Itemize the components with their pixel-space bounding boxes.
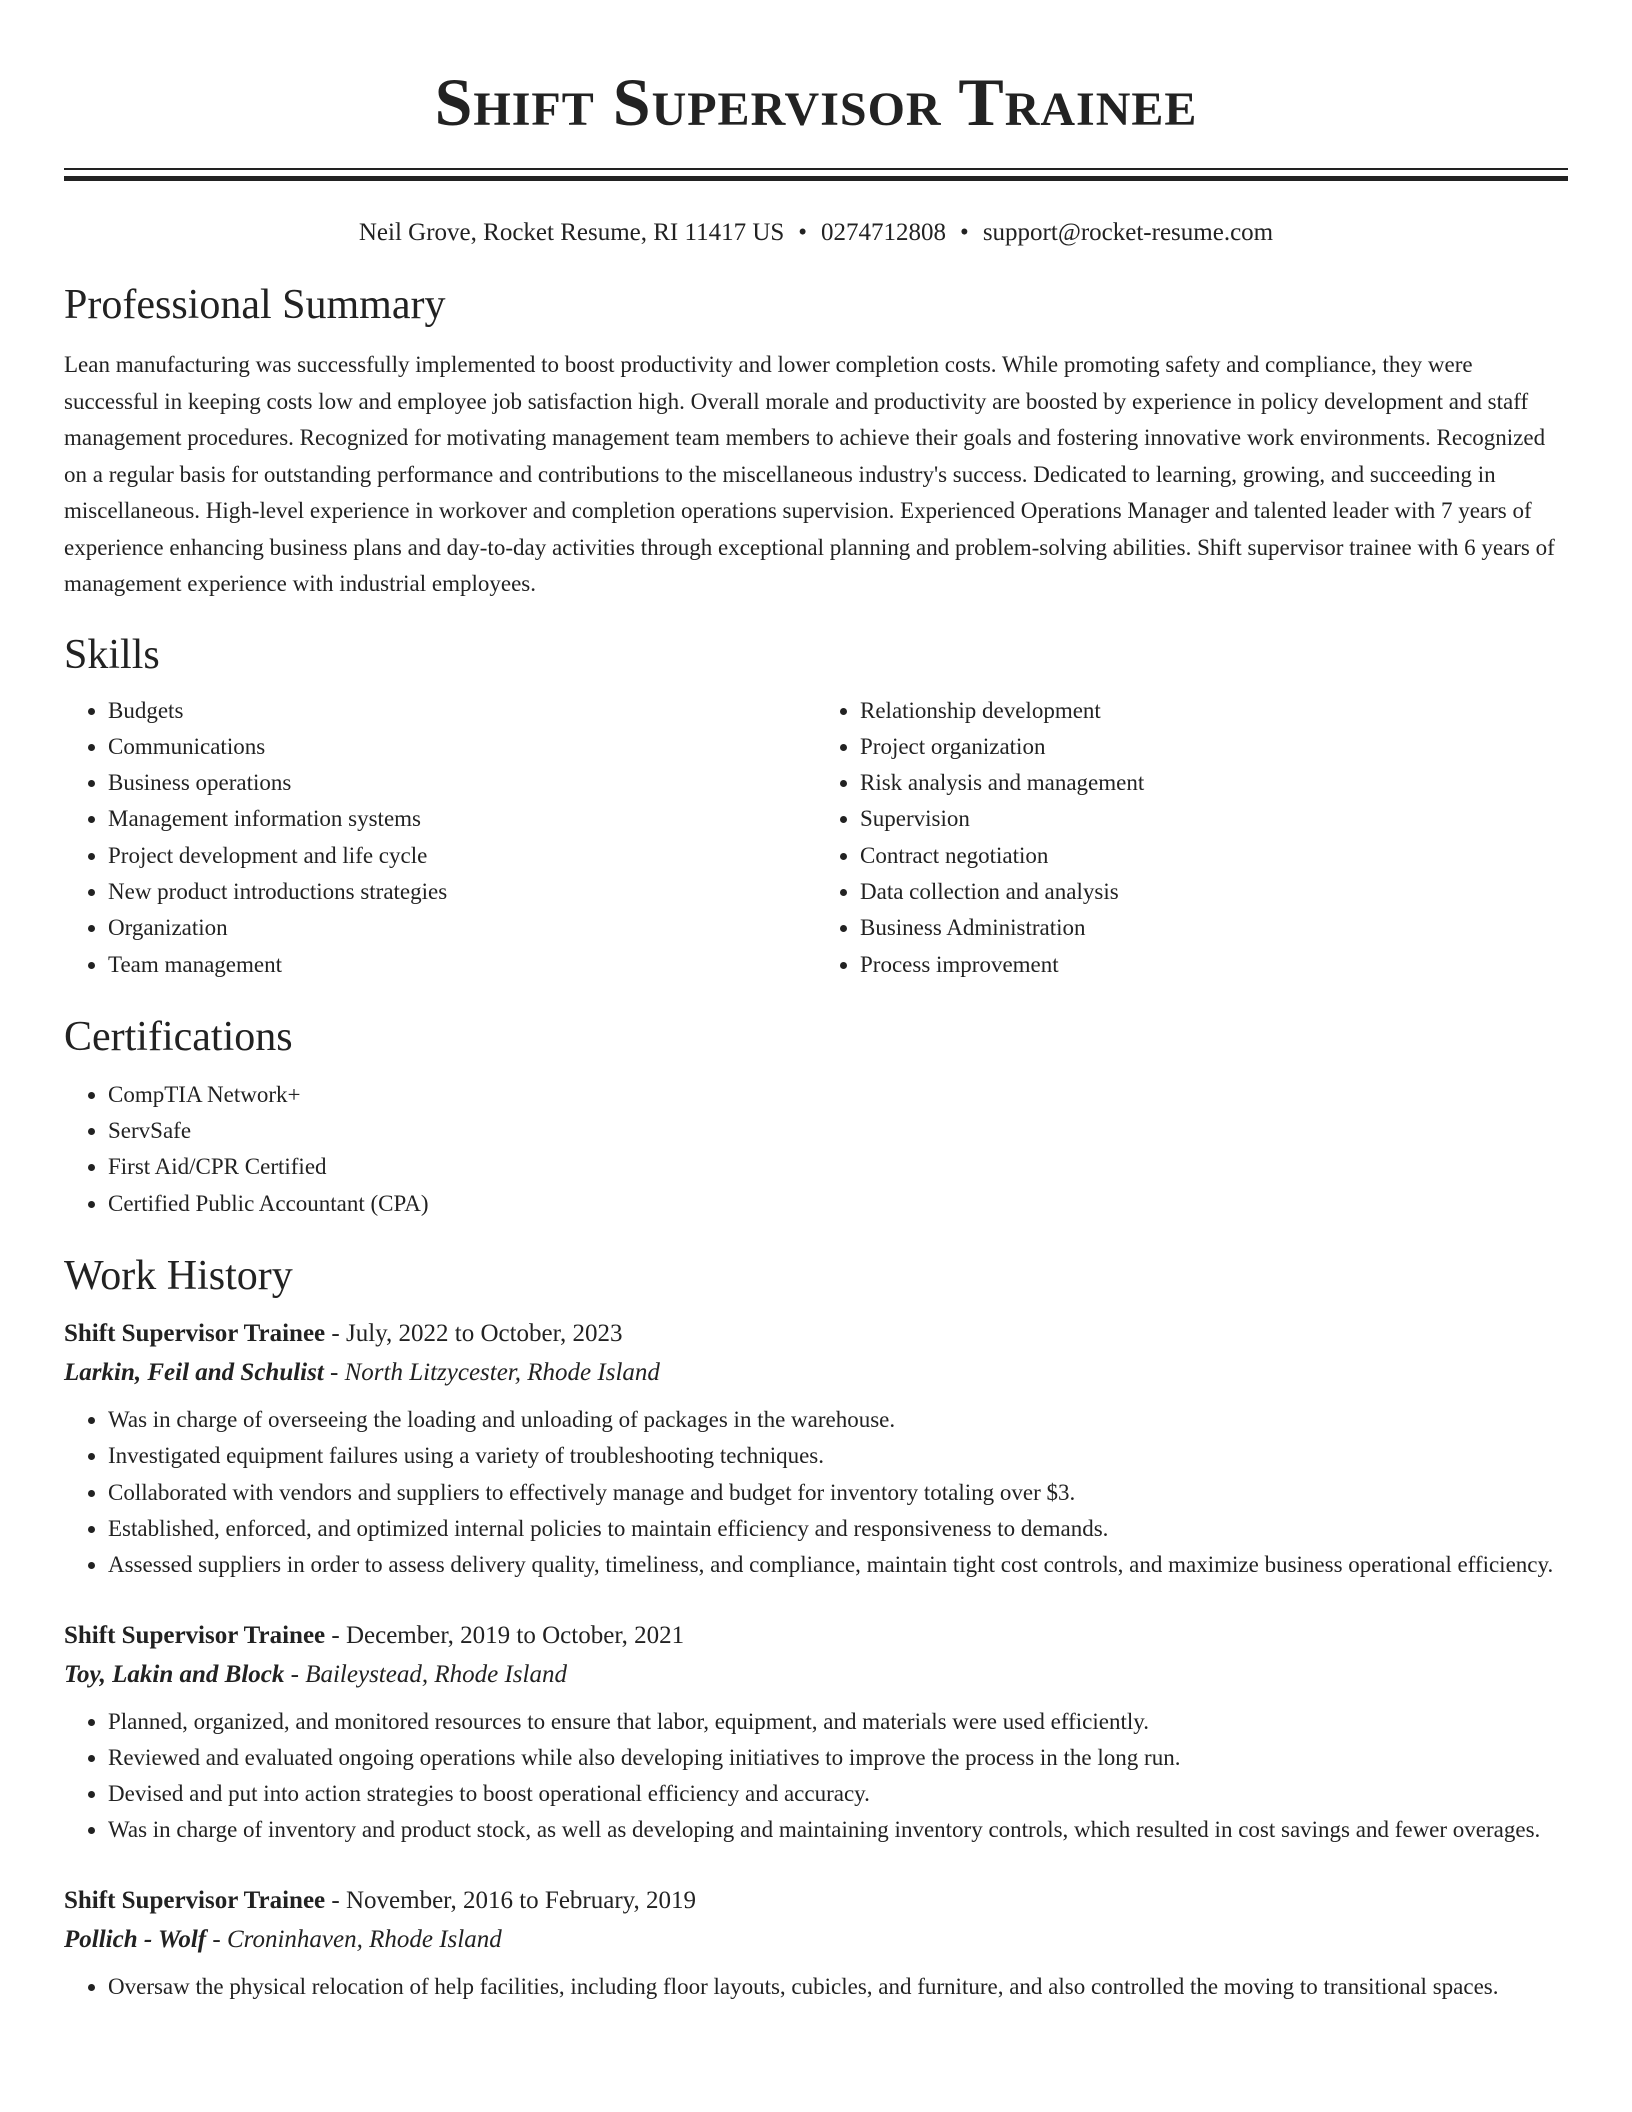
job-duty: • Was in charge of inventory and product stock, as well as developing and maintaining inventory controls, which resulted in cost savings and fewer overages. — [108, 1812, 1568, 1848]
certification-item: • First Aid/CPR Certified — [108, 1149, 1568, 1185]
skill-item: • Project development and life cycle — [108, 838, 816, 874]
contact-email: support@rocket-resume.com — [982, 219, 1274, 246]
skill-item: • Management information systems — [108, 801, 816, 837]
job-dates: December, 2019 to October, 2021 — [345, 1621, 685, 1649]
skill-item: • Team management — [108, 947, 816, 983]
job-separator: - — [325, 1320, 346, 1348]
job-company-line — [64, 1655, 1568, 1694]
job-separator: - — [325, 1621, 346, 1649]
skill-item: • Communications — [108, 729, 816, 765]
job-duty: • Planned, organized, and monitored resources to ensure that labor, equipment, and materials were used efficiently. — [108, 1704, 1568, 1740]
job-duty: • Investigated equipment failures using a variety of troubleshooting techniques. — [108, 1438, 1568, 1474]
job-duty: • Collaborated with vendors and suppliers to effectively manage and budget for inventory totaling over $3. — [108, 1475, 1568, 1511]
job-separator: - — [325, 1886, 346, 1914]
job-company-line — [64, 1353, 1568, 1392]
job-company-line — [64, 1920, 1568, 1959]
job-title: Shift Supervisor Trainee — [64, 1886, 326, 1914]
skill-item: • Risk analysis and management — [860, 765, 1568, 801]
skill-item: • Contract negotiation — [860, 838, 1568, 874]
job-duties-list — [64, 1704, 1568, 1849]
job-location: Baileystead, Rhode Island — [305, 1660, 567, 1688]
job-title-line — [64, 1881, 1568, 1920]
certification-item: • Certified Public Accountant (CPA) — [108, 1186, 1568, 1222]
certifications-list — [64, 1077, 1568, 1222]
job-duties-list — [64, 1969, 1568, 2005]
job-duty: • Oversaw the physical relocation of help facilities, including floor layouts, cubicles, and furniture, and also controlled the moving to transitional spaces. — [108, 1969, 1568, 2005]
job-duty: • Devised and put into action strategies to boost operational efficiency and accuracy. — [108, 1776, 1568, 1812]
job-entry — [64, 1314, 1568, 1583]
job-separator: - — [284, 1660, 306, 1688]
skills-columns — [64, 693, 1568, 983]
skills-list-left — [64, 693, 816, 983]
work-history-heading: Work History — [64, 1253, 293, 1300]
skill-item: • Organization — [108, 910, 816, 946]
job-entry — [64, 1616, 1568, 1849]
contact-address: Neil Grove, Rocket Resume, RI 11417 US — [358, 219, 785, 246]
certifications-heading: Certifications — [64, 1013, 293, 1060]
skill-item: • Business Administration — [860, 910, 1568, 946]
job-company: Larkin, Feil and Schulist — [64, 1359, 324, 1387]
skills-list-right — [816, 693, 1568, 983]
job-duty: • Assessed suppliers in order to assess delivery quality, timeliness, and compliance, maintain tight cost controls, and maximize business operational efficiency. — [108, 1547, 1568, 1583]
skill-item: • Project organization — [860, 729, 1568, 765]
skill-item: • Business operations — [108, 765, 816, 801]
skills-heading: Skills — [64, 631, 160, 678]
job-title-line — [64, 1314, 1568, 1353]
skill-item: • Supervision — [860, 801, 1568, 837]
job-duty: • Was in charge of overseeing the loading and unloading of packages in the warehouse. — [108, 1402, 1568, 1438]
title-divider-thin — [64, 168, 1568, 170]
job-duties-list — [64, 1402, 1568, 1583]
job-title: Shift Supervisor Trainee — [64, 1621, 326, 1649]
summary-text: Lean manufacturing was successfully implemented to boost productivity and lower completion costs. While promoting safety and compliance, they were successful in keeping costs low and employee job satisfaction high. Overall morale and productivity are boosted by experience in policy development and staff management procedures. Recognized for motivating management team members to achieve their goals and fostering innovative work environments. Recognized on a regular basis for outstanding performance and contributions to the miscellaneous industry's success. Dedicated to learning, growing, and succeeding in miscellaneous. High-level experience in workover and completion operations supervision. Experienced Operations Manager and talented leader with 7 years of experience enhancing business plans and day-to-day activities through exceptional planning and problem-solving abilities. Shift supervisor trainee with 6 years of management experience with industrial employees. — [64, 352, 1555, 596]
skill-item: • New product introductions strategies — [108, 874, 816, 910]
job-title: Shift Supervisor Trainee — [64, 1320, 326, 1348]
summary-heading: Professional Summary — [64, 282, 446, 328]
job-entry — [64, 1881, 1568, 2005]
job-dates: November, 2016 to February, 2019 — [345, 1886, 697, 1914]
contact-separator: • — [960, 219, 969, 246]
certification-item: • CompTIA Network+ — [108, 1077, 1568, 1113]
job-company: Toy, Lakin and Block — [64, 1660, 285, 1688]
skill-item: • Process improvement — [860, 947, 1568, 983]
job-location: North Litzycester, Rhode Island — [344, 1359, 660, 1387]
job-location: Croninhaven, Rhode Island — [226, 1925, 502, 1953]
skill-item: • Relationship development — [860, 693, 1568, 729]
skill-item: • Budgets — [108, 693, 816, 729]
job-duty: • Established, enforced, and optimized internal policies to maintain efficiency and responsiveness to demands. — [108, 1511, 1568, 1547]
job-separator: - — [206, 1925, 227, 1953]
resume-title: Shift Supervisor Trainee — [434, 64, 1198, 140]
job-separator: - — [323, 1359, 345, 1387]
job-company: Pollich - Wolf — [64, 1925, 207, 1953]
certification-item: • ServSafe — [108, 1113, 1568, 1149]
skill-item: • Data collection and analysis — [860, 874, 1568, 910]
contact-line — [64, 217, 1568, 249]
job-title-line — [64, 1616, 1568, 1655]
job-duty: • Reviewed and evaluated ongoing operations while also developing initiatives to improve the process in the long run. — [108, 1740, 1568, 1776]
title-divider-thick — [64, 176, 1568, 181]
job-dates: July, 2022 to October, 2023 — [345, 1320, 623, 1348]
contact-phone: 0274712808 — [821, 219, 947, 246]
contact-separator: • — [798, 219, 808, 246]
